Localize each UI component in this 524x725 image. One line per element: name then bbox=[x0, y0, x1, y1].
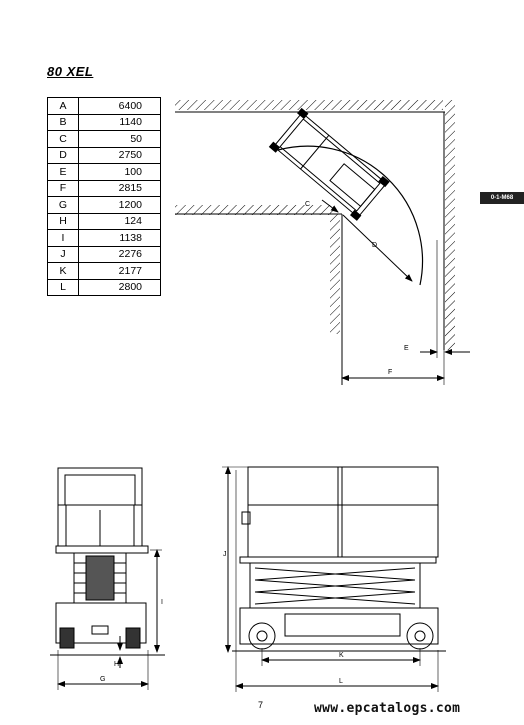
label-k: K bbox=[339, 652, 344, 659]
dimension-key: L bbox=[48, 279, 79, 296]
dimension-key: D bbox=[48, 147, 79, 164]
label-d: D bbox=[372, 242, 378, 249]
dimension-key: A bbox=[48, 98, 79, 115]
dimension-key: G bbox=[48, 197, 79, 214]
watermark: www.epcatalogs.com bbox=[314, 701, 461, 716]
dimension-value: 1138 bbox=[79, 230, 161, 247]
dimension-value: 124 bbox=[79, 213, 161, 230]
dimension-value: 1140 bbox=[79, 114, 161, 131]
section-tab: 0-1-M68 bbox=[480, 192, 524, 204]
dimension-value: 100 bbox=[79, 164, 161, 181]
dimension-key: I bbox=[48, 230, 79, 247]
dimension-value: 2800 bbox=[79, 279, 161, 296]
dimension-key: K bbox=[48, 263, 79, 280]
page-number: 7 bbox=[258, 700, 264, 710]
label-l: L bbox=[339, 678, 343, 685]
dimension-value: 2177 bbox=[79, 263, 161, 280]
dimension-value: 50 bbox=[79, 131, 161, 148]
dimension-key: H bbox=[48, 213, 79, 230]
dimension-key: J bbox=[48, 246, 79, 263]
dimension-value: 2750 bbox=[79, 147, 161, 164]
dimension-value: 2815 bbox=[79, 180, 161, 197]
label-h: H bbox=[114, 661, 120, 668]
label-i: I bbox=[161, 599, 163, 606]
label-c: C bbox=[305, 201, 311, 208]
label-e: E bbox=[404, 345, 409, 352]
dimension-value: 2276 bbox=[79, 246, 161, 263]
front-view-drawing bbox=[50, 468, 165, 690]
label-g: G bbox=[100, 676, 106, 683]
label-f: F bbox=[388, 369, 393, 376]
dimension-key: B bbox=[48, 114, 79, 131]
side-view-drawing bbox=[222, 467, 446, 692]
dimension-value: 6400 bbox=[79, 98, 161, 115]
dimension-key: E bbox=[48, 164, 79, 181]
model-title: 80 XEL bbox=[47, 64, 94, 79]
dimension-value: 1200 bbox=[79, 197, 161, 214]
dimension-key: C bbox=[48, 131, 79, 148]
turning-radius-diagram bbox=[175, 100, 470, 385]
label-j: J bbox=[223, 551, 227, 558]
dimension-key: F bbox=[48, 180, 79, 197]
